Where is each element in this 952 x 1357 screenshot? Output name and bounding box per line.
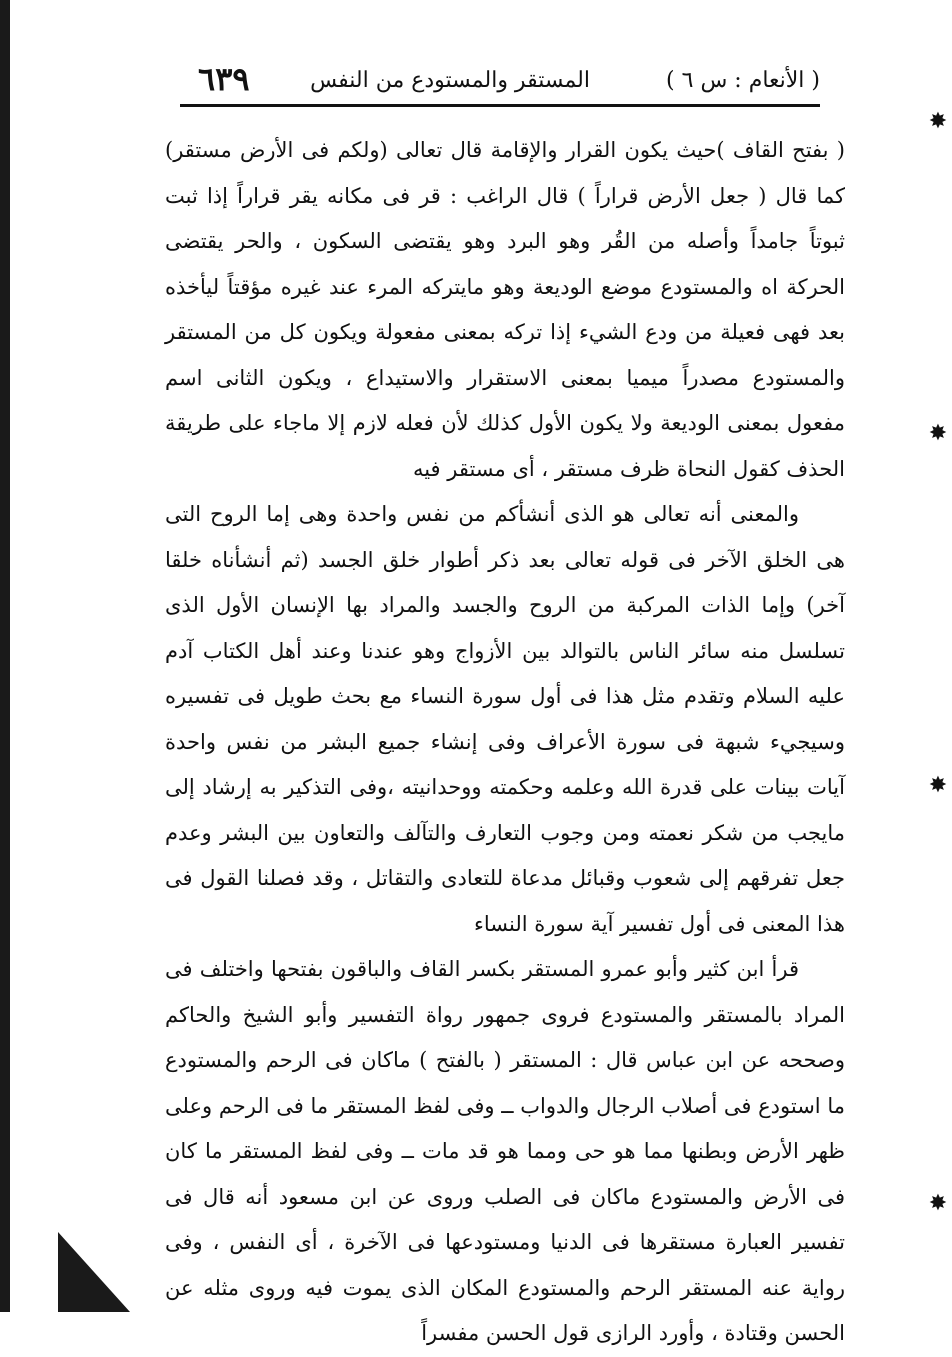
binding-hole-icon: ✸ (928, 773, 948, 798)
binding-hole-icon: ✸ (928, 421, 948, 446)
body-text (165, 128, 845, 1357)
page-number: ٦٣٩ (198, 60, 250, 98)
corner-shadow-icon (58, 1232, 130, 1312)
binding-hole-icon: ✸ (928, 109, 948, 134)
running-header (180, 58, 820, 102)
paragraph-1: ( بفتح القاف )حيث يكون القرار والإقامة قال تعالى (ولكم فى الأرض مستقر) كما قال ( جعل الأرض قراراً ) قال الراغب : قر فى مكانه يقر قراراً إذا ثبت ثبوتاً جامداً وأصله من القُر وهو البرد وهو يقتضى السكون ، والحر يقتضى الحركة اه والمستودع موضع الوديعة وهو مايتركه المرء عند غيره مؤقتاً ليأخذه بعد فهى فعيلة من ودع الشيء إذا تركه بمعنى مفعولة ويكون كل من المستقر والمستودع مصدراً ميميا بمعنى الاستقرار والاستيداع ، ويكون الثانى اسم مفعول بمعنى الوديعة ولا يكون الأول كذلك لأن فعله لازم إلا ماجاء على طريقة الحذف كقول النحاة ظرف مستقر ، أى مستقر فيه (165, 138, 845, 481)
page-title: المستقر والمستودع من النفس (310, 68, 590, 93)
chapter-reference: ( الأنعام : س ٦ ) (666, 68, 820, 93)
header-rule (180, 104, 820, 107)
binding-hole-icon: ✸ (928, 1191, 948, 1216)
scan-left-edge (0, 0, 10, 1312)
paragraph-2: والمعنى أنه تعالى هو الذى أنشأكم من نفس واحدة وهى إما الروح التى هى الخلق الآخر فى قوله تعالى بعد ذكر أطوار خلق الجسد (ثم أنشأناه خلقا آخر) وإما الذات المركبة من الروح والجسد والمراد بها الإنسان الأول الذى تسلسل منه سائر الناس بالتوالد بين الأزواج وهو عندنا وعند أهل الكتاب آدم عليه السلام وتقدم مثل هذا فى أول سورة النساء مع بحث طويل فى تفسيره وسيجيء شبهة فى سورة الأعراف وفى إنشاء جميع البشر من نفس واحدة آيات بينات على قدرة الله وعلمه وحكمته ووحدانيته ،وفى التذكير به إرشاد إلى مايجب من شكر نعمته ومن وجوب التعارف والتآلف والتعاون بين البشر وعدم جعل تفرقهم إلى شعوب وقبائل مدعاة للتعادى والتقاتل ، وقد فصلنا القول فى هذا المعنى فى أول تفسير آية سورة النساء (165, 502, 845, 936)
paragraph-3: قرأ ابن كثير وأبو عمرو المستقر بكسر القاف والباقون بفتحها واختلف فى المراد بالمستقر والمستودع فروى جمهور رواة التفسير وأبو الشيخ والحاكم وصححه عن ابن عباس قال : المستقر ( بالفتح ) ماكان فى الرحم والمستودع ما استودع فى أصلاب الرجال والدواب ــ وفى لفظ المستقر ما فى الرحم وعلى ظهر الأرض وبطنها مما هو حى ومما هو قد مات ــ وفى لفظ المستقر ما كان فى الأرض والمستودع ماكان فى الصلب وروى عن ابن مسعود أنه قال فى تفسير العبارة مستقرها فى الدنيا ومستودعها فى الآخرة ، أى النفس ، وفى رواية عنه المستقر الرحم والمستودع المكان الذى يموت فيه وروى مثله عن الحسن وقتادة ، وأورد الرازى قول الحسن مفسراً (165, 957, 845, 1345)
